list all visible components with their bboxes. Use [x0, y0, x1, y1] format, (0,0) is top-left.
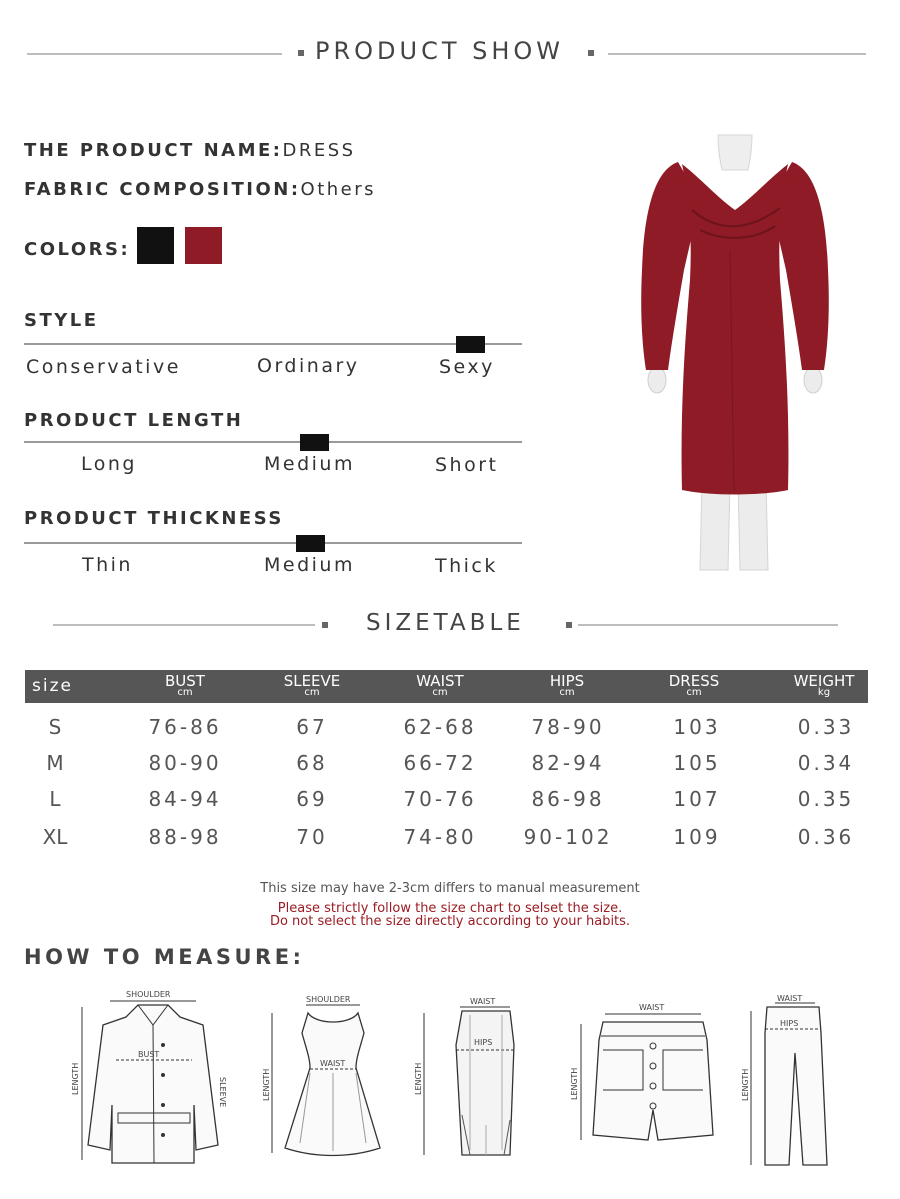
size-table-header-sleeve: SLEEVE cm [283, 672, 341, 698]
size-table-cell: 105 [673, 751, 721, 775]
size-table-cell: 70 [296, 825, 328, 849]
size-table-cell: 88-98 [148, 825, 222, 849]
header-bullet-right [588, 50, 594, 56]
jacket-bust-label: BUST [138, 1050, 160, 1059]
header-bullet-left [298, 50, 304, 56]
style-selected-marker [456, 336, 485, 353]
shorts-length-label: LENGTH [570, 1067, 579, 1100]
product-show-title: PRODUCT SHOW [315, 37, 565, 65]
length-option-short: Short [435, 454, 499, 476]
color-swatch-wine-red[interactable] [185, 227, 222, 264]
pants-length-label: LENGTH [741, 1068, 750, 1101]
mannequin-neck [718, 135, 752, 170]
header-rule-left [27, 53, 282, 55]
sizetable-rule-left [53, 624, 315, 626]
size-table-header-bust: BUST cm [165, 672, 205, 698]
style-scale-line [24, 343, 522, 345]
pants-waist-label: WAIST [777, 994, 803, 1003]
dress-length-label: LENGTH [262, 1068, 271, 1101]
thickness-scale-line [24, 542, 522, 544]
size-table-cell: 0.36 [797, 825, 855, 849]
size-table-header-dress: DRESS cm [668, 672, 720, 698]
fabric-label: FABRIC COMPOSITION: [24, 179, 301, 200]
size-table-cell: 68 [296, 751, 328, 775]
skirt-waist-label: WAIST [470, 997, 496, 1006]
size-table-cell: 0.35 [797, 787, 855, 811]
size-table-cell: 70-76 [403, 787, 477, 811]
pants-measure-diagram [737, 993, 837, 1173]
colors-label: COLORS: [24, 239, 131, 260]
length-option-medium: Medium [264, 453, 355, 475]
fabric-composition [24, 179, 376, 200]
product-name-label: THE PRODUCT NAME: [24, 140, 283, 161]
style-title: STYLE [24, 310, 99, 331]
size-table-cell: 90-102 [523, 825, 613, 849]
dress-shoulder-label: SHOULDER [306, 995, 351, 1004]
size-table-cell: 67 [296, 715, 328, 739]
size-table-cell: 0.34 [797, 751, 855, 775]
skirt-hips-label: HIPS [474, 1038, 493, 1047]
thickness-option-thick: Thick [435, 555, 498, 577]
size-table-cell: 80-90 [148, 751, 222, 775]
size-label-cell: XL [42, 825, 68, 849]
size-label-cell: L [49, 787, 61, 811]
how-to-measure-title: HOW TO MEASURE: [24, 945, 305, 969]
size-table-cell: 109 [673, 825, 721, 849]
measurement-note: This size may have 2-3cm differs to manual measurement [260, 881, 640, 896]
size-table-header [25, 670, 868, 703]
mannequin-hand-right [804, 367, 822, 393]
size-table-cell: 66-72 [403, 751, 477, 775]
jacket-shoulder-label: SHOULDER [126, 990, 171, 999]
style-option-ordinary: Ordinary [257, 355, 360, 377]
color-swatch-black[interactable] [137, 227, 174, 264]
size-table-cell: 82-94 [531, 751, 605, 775]
header-rule-right [608, 53, 866, 55]
skirt-length-label: LENGTH [414, 1062, 423, 1095]
jacket-length-label: LENGTH [71, 1062, 80, 1095]
length-selected-marker [300, 434, 329, 451]
product-name [24, 140, 356, 161]
size-label-cell: M [46, 751, 64, 775]
size-table-header-waist: WAIST cm [416, 672, 464, 698]
shorts-waist-label: WAIST [639, 1003, 665, 1012]
size-table-cell: 103 [673, 715, 721, 739]
size-table-header-size: size [32, 676, 73, 696]
sizetable-title: SIZETABLE [366, 610, 525, 636]
size-table-cell: 74-80 [403, 825, 477, 849]
size-table-cell: 84-94 [148, 787, 222, 811]
thickness-option-medium: Medium [264, 554, 355, 576]
dress-measure-diagram [260, 993, 395, 1163]
jacket-sleeve-label: SLEEVE [218, 1077, 227, 1108]
size-warning-1: Please strictly follow the size chart to selset the size. [277, 901, 623, 916]
sizetable-bullet-left [322, 622, 328, 628]
thickness-option-thin: Thin [82, 554, 133, 576]
thickness-selected-marker [296, 535, 325, 552]
fabric-value: Others [300, 179, 377, 200]
jacket-measure-diagram [68, 985, 243, 1170]
length-scale-line [24, 441, 522, 443]
size-table-cell: 69 [296, 787, 328, 811]
sizetable-bullet-right [566, 622, 572, 628]
size-table-header-hips: HIPS cm [549, 672, 585, 698]
style-option-sexy: Sexy [439, 356, 495, 378]
size-table-cell: 76-86 [148, 715, 222, 739]
length-title: PRODUCT LENGTH [24, 410, 244, 431]
shorts-measure-diagram [563, 1000, 733, 1150]
length-option-long: Long [81, 453, 137, 475]
skirt-measure-diagram [410, 995, 530, 1165]
size-table-cell: 86-98 [531, 787, 605, 811]
size-table-cell: 107 [673, 787, 721, 811]
size-table-header-weight: WEIGHT kg [793, 672, 855, 698]
sizetable-rule-right [578, 624, 838, 626]
size-table-cell: 62-68 [403, 715, 477, 739]
pants-hips-label: HIPS [780, 1019, 799, 1028]
dress-waist-label: WAIST [320, 1059, 346, 1068]
product-name-value: DRESS [282, 140, 356, 161]
size-table-cell: 78-90 [531, 715, 605, 739]
thickness-title: PRODUCT THICKNESS [24, 508, 284, 529]
style-option-conservative: Conservative [26, 356, 181, 378]
size-warning-2: Do not select the size directly according to your habits. [269, 914, 631, 929]
mannequin-hand-left [648, 367, 666, 393]
size-label-cell: S [48, 715, 62, 739]
size-table-cell: 0.33 [797, 715, 855, 739]
product-photo [630, 130, 840, 575]
